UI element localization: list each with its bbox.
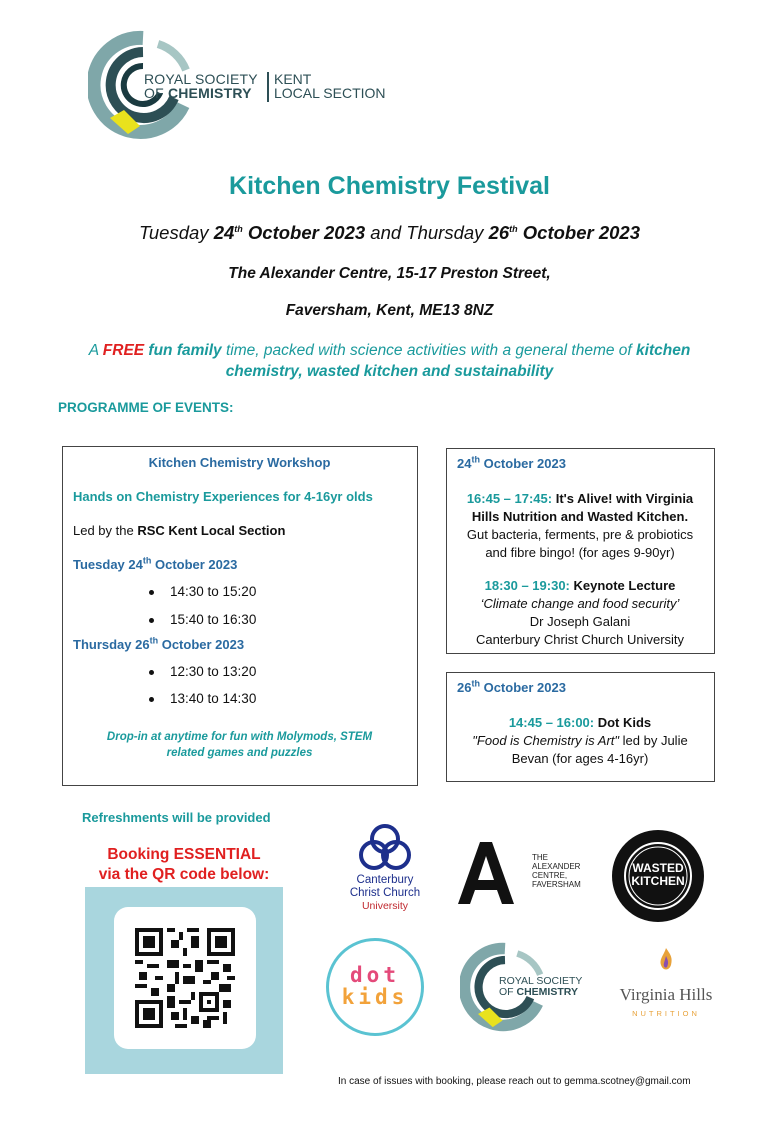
rsc-name-of: OF bbox=[144, 85, 164, 101]
oct24-box bbox=[446, 448, 715, 654]
oct26-event1: 14:45 – 16:00: Dot Kids "Food is Chemistry is Art" led by Julie Bevan (for ages 4-16yr) bbox=[472, 715, 688, 766]
venue-line1: The Alexander Centre, 15-17 Preston Street, bbox=[228, 265, 551, 282]
rsc-name-chemistry: CHEMISTRY bbox=[167, 85, 252, 101]
free-badge: FREE bbox=[102, 342, 145, 359]
cccu-logo bbox=[335, 822, 435, 937]
cccu-line1: Canterbury bbox=[356, 874, 414, 886]
cccu-line2: Christ Church bbox=[349, 887, 421, 899]
workshop-dropin: Drop-in at anytime for fun with Molymods, STEM related games and puzzles bbox=[106, 731, 373, 759]
oct24-event2: 18:30 – 19:30: Keynote Lecture ‘Climate change and food security’ Dr Joseph Galani Canterbury Christ Church University bbox=[475, 578, 685, 647]
vh-sub: NUTRITION bbox=[632, 1009, 700, 1018]
wasted-kitchen-logo bbox=[610, 828, 706, 924]
alex-line1: THE bbox=[532, 853, 548, 862]
oct26-box bbox=[446, 672, 715, 782]
list-item: 12:30 to 13:20 bbox=[149, 664, 256, 679]
list-item: 14:30 to 15:20 bbox=[149, 584, 256, 599]
workshop-title: Kitchen Chemistry Workshop bbox=[148, 455, 331, 470]
page-title: Kitchen Chemistry Festival bbox=[229, 172, 550, 200]
booking-note: Booking ESSENTIAL via the QR code below: bbox=[98, 846, 270, 883]
rsc-name-line1: ROYAL SOCIETY bbox=[144, 71, 258, 87]
workshop-tuesday-label: Tuesday 24th October 2023 bbox=[73, 555, 238, 572]
refreshments-note: Refreshments will be provided bbox=[82, 810, 271, 825]
oct24-heading: 24th October 2023 bbox=[457, 454, 566, 471]
programme-heading: PROGRAMME OF EVENTS: bbox=[58, 400, 234, 415]
wasted-line2: KITCHEN bbox=[631, 874, 685, 888]
qr-panel bbox=[85, 887, 283, 1074]
oct24-event1: 16:45 – 17:45: It's Alive! with Virginia Hills Nutrition and Wasted Kitchen. Gut bacteria, ferments, pre & probiotics and fibre bingo! (for ages 9-90yr) bbox=[466, 491, 694, 560]
workshop-led-by: Led by the RSC Kent Local Section bbox=[73, 523, 286, 538]
kent-line: KENT bbox=[274, 71, 312, 87]
local-section-line: LOCAL SECTION bbox=[274, 85, 386, 101]
oct26-heading: 26th October 2023 bbox=[457, 678, 566, 695]
rsc-partner-line1: ROYAL SOCIETY bbox=[499, 975, 583, 987]
vh-name: Virginia Hills bbox=[619, 985, 713, 1004]
qr-code-icon[interactable] bbox=[135, 928, 235, 1028]
list-item: 15:40 to 16:30 bbox=[149, 612, 256, 627]
qr-card bbox=[114, 907, 256, 1049]
flame-icon bbox=[656, 947, 676, 975]
dotkids-line1: dot bbox=[350, 963, 400, 987]
alex-line3: CENTRE, bbox=[532, 871, 568, 880]
alex-line2: ALEXANDER bbox=[532, 862, 581, 871]
letter-a-icon bbox=[458, 840, 514, 906]
workshop-thursday-label: Thursday 26th October 2023 bbox=[73, 635, 245, 652]
rsc-kent-logo bbox=[88, 30, 398, 140]
footer-contact: In case of issues with booking, please reach out to gemma.scotney@gmail.com bbox=[338, 1076, 691, 1087]
workshop-subtitle: Hands on Chemistry Experiences for 4-16yr olds bbox=[73, 489, 373, 504]
trinity-knot-icon bbox=[355, 822, 415, 872]
wasted-line1: WASTED bbox=[632, 861, 684, 875]
venue-line2: Faversham, Kent, ME13 8NZ bbox=[285, 302, 494, 319]
workshop-box bbox=[62, 446, 418, 786]
list-item: 13:40 to 14:30 bbox=[149, 691, 256, 706]
event-dates: Tuesday 24th October 2023 and Thursday 26th October 2023 bbox=[138, 222, 641, 243]
cccu-line3: University bbox=[361, 900, 409, 912]
alexander-centre-logo bbox=[458, 840, 598, 910]
tagline: A FREE fun family time, packed with science activities with a general theme of kitchen chemistry, wasted kitchen and sustainability bbox=[88, 342, 691, 380]
logo-divider bbox=[267, 72, 269, 102]
dot-kids-logo bbox=[326, 938, 422, 1034]
alex-line4: FAVERSHAM bbox=[532, 880, 581, 889]
dotkids-line2: kids bbox=[341, 985, 409, 1009]
rsc-partner-logo: ROYAL SOCIETY OF CHEMISTRY bbox=[460, 942, 600, 1032]
virginia-hills-logo bbox=[606, 945, 726, 1025]
